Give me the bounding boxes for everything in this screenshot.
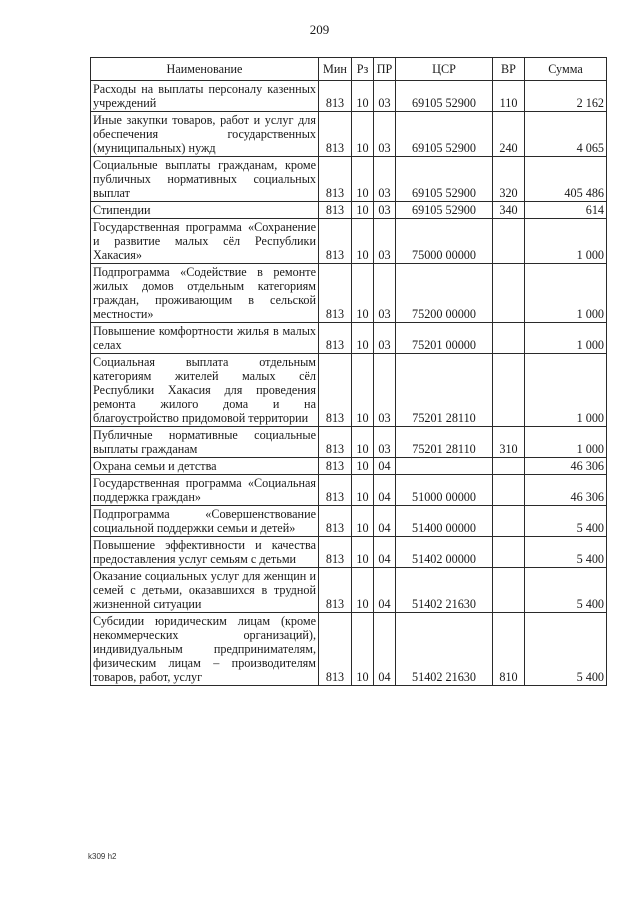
cell-vr: 310 (493, 427, 525, 458)
cell-pr: 04 (374, 506, 396, 537)
cell-csr: 51402 21630 (396, 613, 493, 686)
cell-name: Повышение эффективности и качества предоставления услуг семьям с детьми (91, 537, 319, 568)
table-row (91, 219, 607, 264)
cell-min: 813 (319, 81, 352, 112)
cell-sum: 5 400 (525, 506, 607, 537)
cell-csr: 69105 52900 (396, 202, 493, 219)
cell-csr: 51402 21630 (396, 568, 493, 613)
table-row (91, 202, 607, 219)
cell-name: Расходы на выплаты персоналу казенных учреждений (91, 81, 319, 112)
table-row (91, 458, 607, 475)
cell-vr: 810 (493, 613, 525, 686)
cell-name: Субсидии юридическим лицам (кроме некоммерческих организаций), индивидуальным предпринимателям, физическим лицам – производителям товаров, работ, услуг (91, 613, 319, 686)
header-rz: Рз (352, 58, 374, 81)
cell-vr (493, 506, 525, 537)
cell-vr (493, 323, 525, 354)
cell-rz: 10 (352, 264, 374, 323)
cell-pr: 04 (374, 475, 396, 506)
cell-rz: 10 (352, 219, 374, 264)
cell-csr: 75201 28110 (396, 354, 493, 427)
cell-min: 813 (319, 323, 352, 354)
cell-csr: 75200 00000 (396, 264, 493, 323)
table-row (91, 506, 607, 537)
cell-sum: 4 065 (525, 112, 607, 157)
cell-csr: 51400 00000 (396, 506, 493, 537)
cell-name: Повышение комфортности жилья в малых селах (91, 323, 319, 354)
cell-pr: 03 (374, 219, 396, 264)
cell-rz: 10 (352, 568, 374, 613)
table-row (91, 475, 607, 506)
cell-vr (493, 475, 525, 506)
header-vr: ВР (493, 58, 525, 81)
cell-csr: 69105 52900 (396, 157, 493, 202)
header-min: Мин (319, 58, 352, 81)
cell-min: 813 (319, 613, 352, 686)
cell-sum: 614 (525, 202, 607, 219)
cell-name: Оказание социальных услуг для женщин и семей с детьми, оказавшихся в трудной жизненной ситуации (91, 568, 319, 613)
cell-min: 813 (319, 475, 352, 506)
cell-vr (493, 458, 525, 475)
cell-csr: 75201 28110 (396, 427, 493, 458)
cell-sum: 1 000 (525, 323, 607, 354)
cell-rz: 10 (352, 323, 374, 354)
cell-pr: 03 (374, 427, 396, 458)
table-row (91, 323, 607, 354)
cell-rz: 10 (352, 157, 374, 202)
table-row (91, 112, 607, 157)
cell-pr: 03 (374, 112, 396, 157)
cell-csr: 69105 52900 (396, 81, 493, 112)
cell-sum: 1 000 (525, 219, 607, 264)
header-row (91, 58, 607, 81)
cell-csr: 75201 00000 (396, 323, 493, 354)
table-row (91, 613, 607, 686)
cell-min: 813 (319, 506, 352, 537)
cell-name: Государственная программа «Социальная поддержка граждан» (91, 475, 319, 506)
cell-sum: 46 306 (525, 458, 607, 475)
cell-sum: 1 000 (525, 354, 607, 427)
cell-sum: 1 000 (525, 264, 607, 323)
table-header (91, 58, 607, 81)
cell-min: 813 (319, 112, 352, 157)
cell-rz: 10 (352, 112, 374, 157)
page-number: 209 (309, 22, 330, 37)
cell-vr: 240 (493, 112, 525, 157)
cell-pr: 04 (374, 613, 396, 686)
cell-sum: 2 162 (525, 81, 607, 112)
cell-rz: 10 (352, 202, 374, 219)
cell-rz: 10 (352, 475, 374, 506)
cell-pr: 03 (374, 157, 396, 202)
table-row (91, 264, 607, 323)
cell-name: Стипендии (91, 202, 319, 219)
cell-pr: 04 (374, 568, 396, 613)
cell-vr (493, 537, 525, 568)
cell-vr (493, 568, 525, 613)
cell-name: Государственная программа «Сохранение и развитие малых сёл Республики Хакасия» (91, 219, 319, 264)
cell-pr: 03 (374, 202, 396, 219)
cell-csr: 69105 52900 (396, 112, 493, 157)
cell-rz: 10 (352, 427, 374, 458)
table-body (91, 81, 607, 686)
cell-vr: 340 (493, 202, 525, 219)
cell-rz: 10 (352, 354, 374, 427)
cell-min: 813 (319, 157, 352, 202)
cell-min: 813 (319, 354, 352, 427)
cell-vr: 110 (493, 81, 525, 112)
cell-pr: 03 (374, 323, 396, 354)
cell-vr (493, 264, 525, 323)
cell-min: 813 (319, 202, 352, 219)
cell-rz: 10 (352, 458, 374, 475)
cell-pr: 04 (374, 458, 396, 475)
header-csr: ЦСР (396, 58, 493, 81)
cell-sum: 5 400 (525, 568, 607, 613)
table-row (91, 157, 607, 202)
cell-sum: 5 400 (525, 613, 607, 686)
cell-name: Подпрограмма «Содействие в ремонте жилых домов отдельным категориям граждан, проживающим в сельской местности» (91, 264, 319, 323)
table-row (91, 537, 607, 568)
cell-csr (396, 458, 493, 475)
cell-vr: 320 (493, 157, 525, 202)
cell-name: Публичные нормативные социальные выплаты гражданам (91, 427, 319, 458)
table-row (91, 427, 607, 458)
cell-name: Социальные выплаты гражданам, кроме публичных нормативных социальных выплат (91, 157, 319, 202)
cell-sum: 46 306 (525, 475, 607, 506)
cell-min: 813 (319, 458, 352, 475)
header-name: Наименование (91, 58, 319, 81)
cell-name: Охрана семьи и детства (91, 458, 319, 475)
footer-code: k309 h2 (88, 852, 117, 861)
table-row (91, 81, 607, 112)
cell-min: 813 (319, 568, 352, 613)
header-pr: ПР (374, 58, 396, 81)
cell-name: Иные закупки товаров, работ и услуг для обеспечения государственных (муниципальных) нужд (91, 112, 319, 157)
cell-pr: 03 (374, 354, 396, 427)
cell-pr: 04 (374, 537, 396, 568)
budget-table (90, 57, 607, 686)
cell-name: Подпрограмма «Совершенствование социальной поддержки семьи и детей» (91, 506, 319, 537)
cell-min: 813 (319, 427, 352, 458)
cell-min: 813 (319, 537, 352, 568)
cell-rz: 10 (352, 506, 374, 537)
table-row (91, 568, 607, 613)
cell-rz: 10 (352, 537, 374, 568)
table-row (91, 354, 607, 427)
cell-pr: 03 (374, 264, 396, 323)
cell-rz: 10 (352, 613, 374, 686)
header-sum: Сумма (525, 58, 607, 81)
cell-sum: 5 400 (525, 537, 607, 568)
cell-min: 813 (319, 264, 352, 323)
cell-csr: 51000 00000 (396, 475, 493, 506)
cell-pr: 03 (374, 81, 396, 112)
cell-name: Социальная выплата отдельным категориям жителей малых сёл Республики Хакасия для проведения ремонта жилого дома и на благоустройство придомовой территории (91, 354, 319, 427)
cell-csr: 51402 00000 (396, 537, 493, 568)
cell-sum: 1 000 (525, 427, 607, 458)
cell-vr (493, 219, 525, 264)
cell-min: 813 (319, 219, 352, 264)
cell-rz: 10 (352, 81, 374, 112)
cell-vr (493, 354, 525, 427)
cell-csr: 75000 00000 (396, 219, 493, 264)
cell-sum: 405 486 (525, 157, 607, 202)
